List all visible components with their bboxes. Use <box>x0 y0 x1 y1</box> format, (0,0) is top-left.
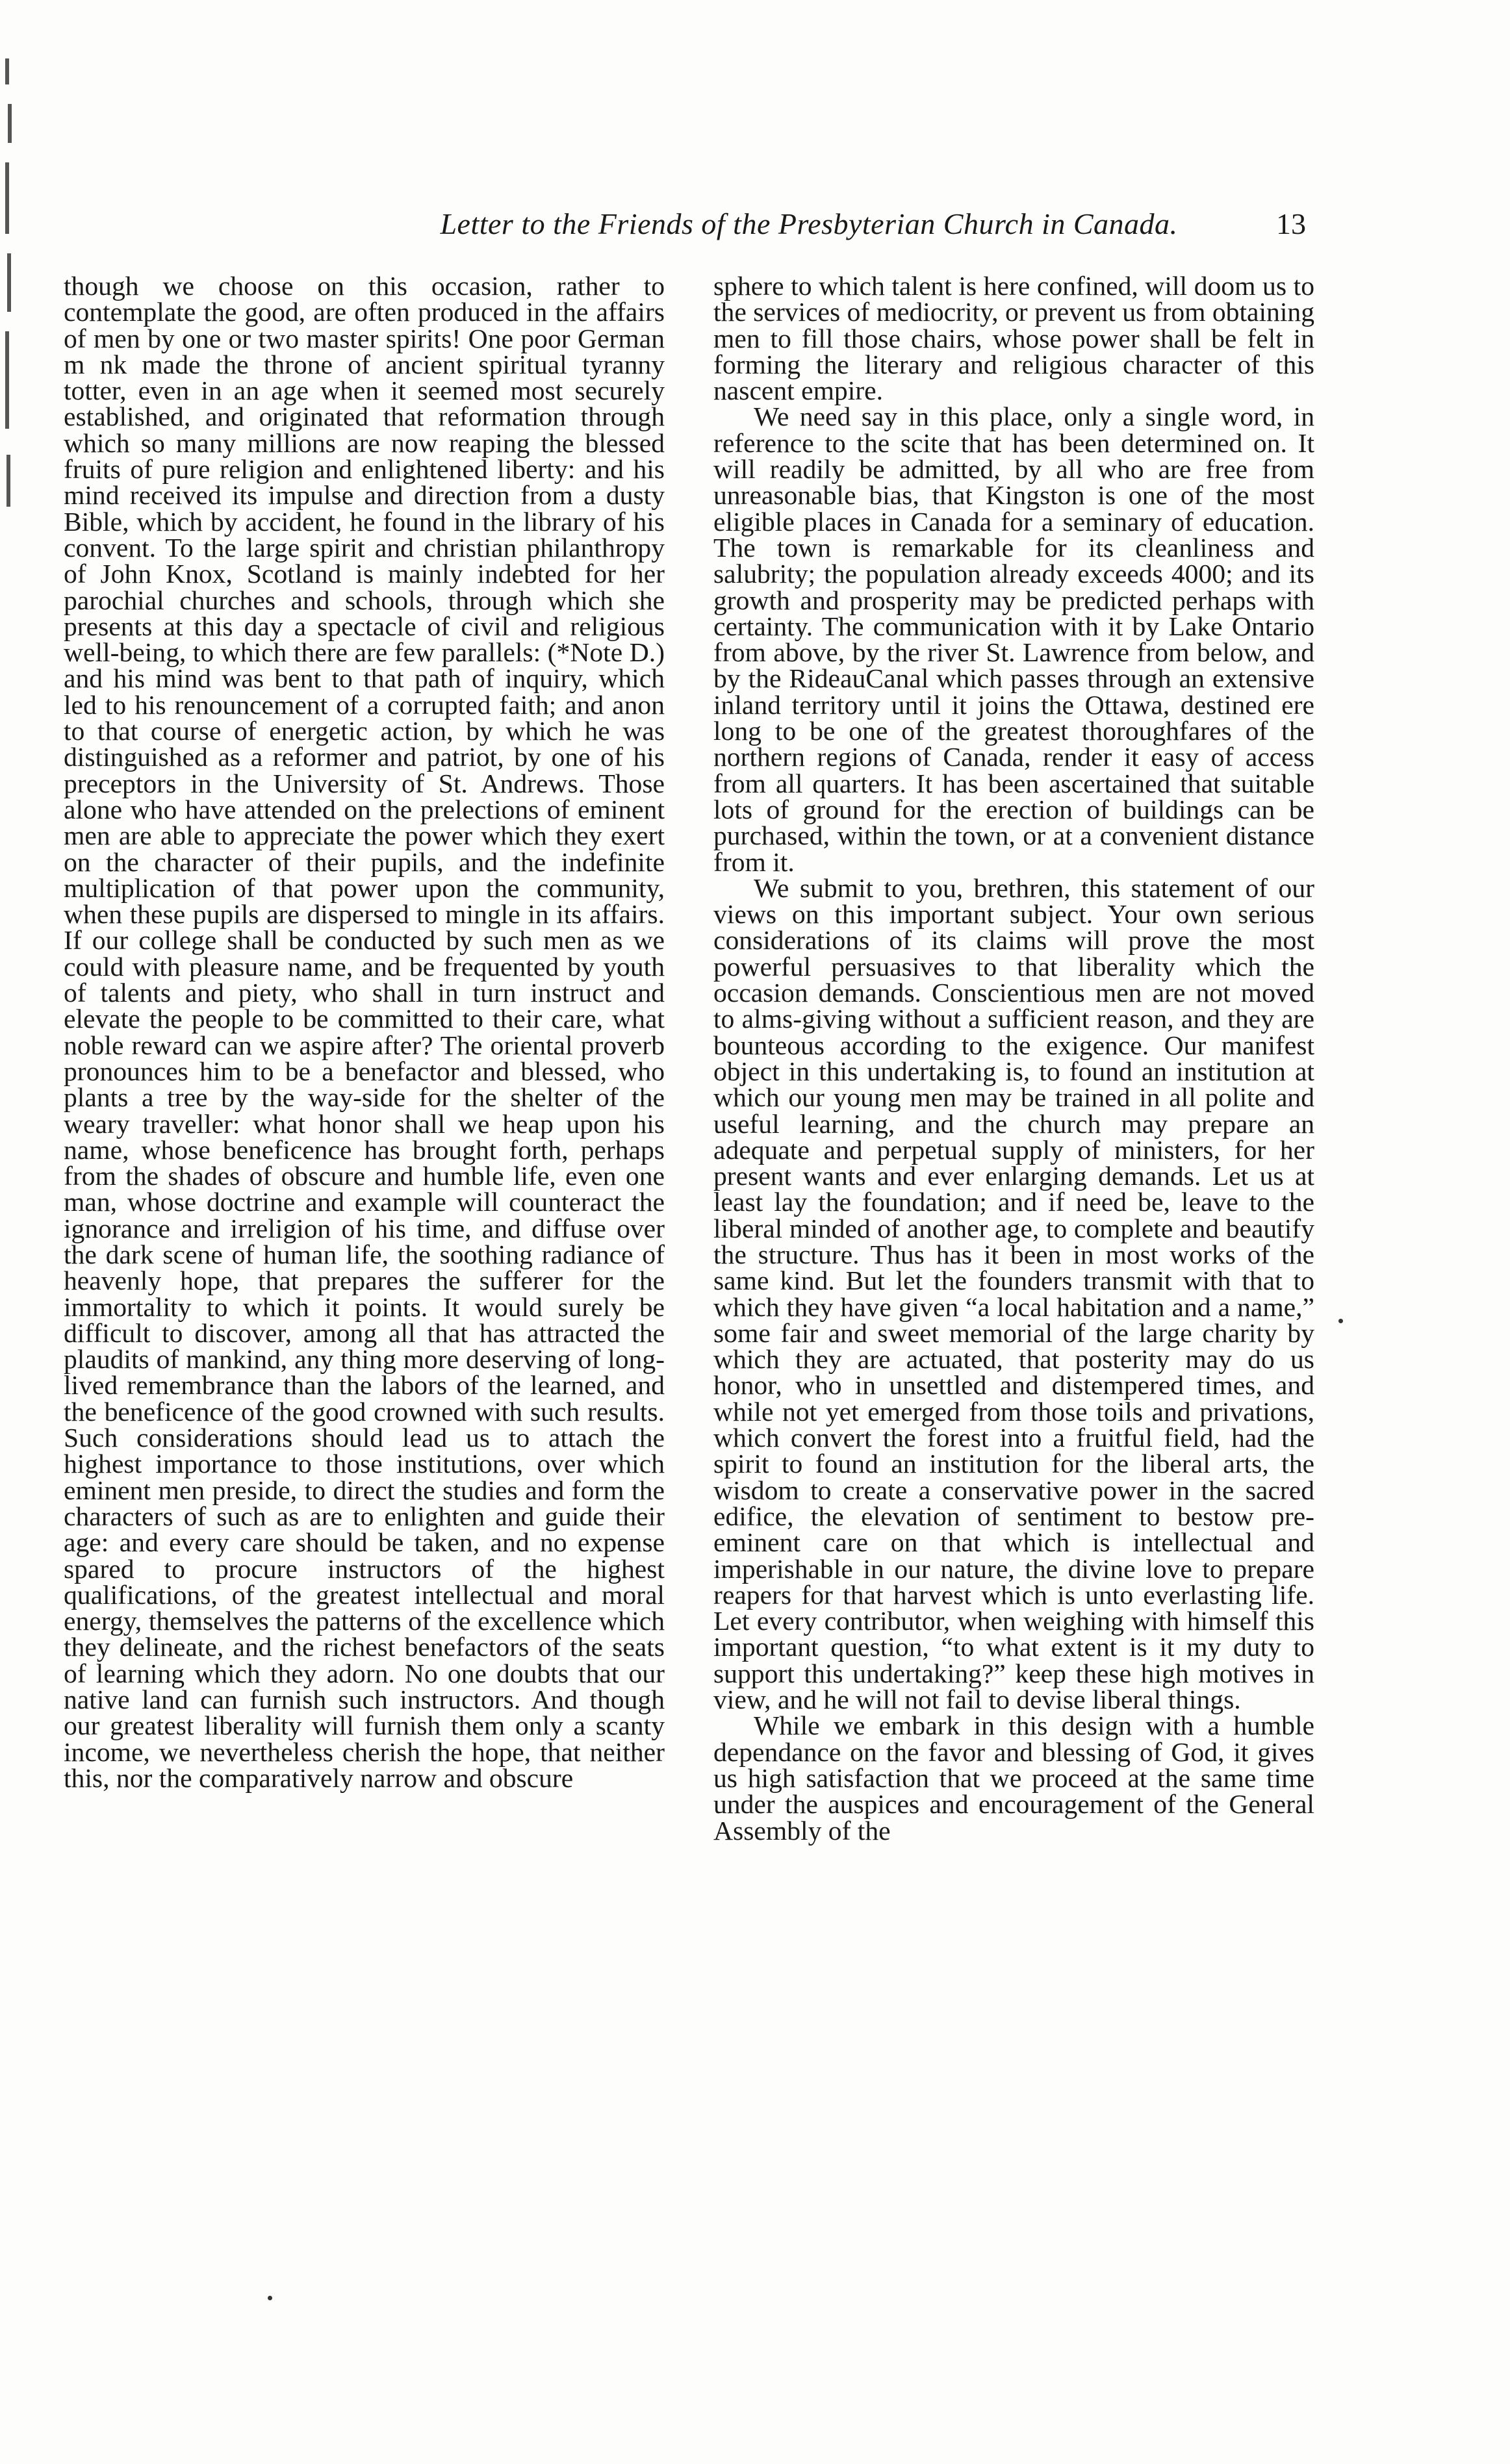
right-paragraph-2: We need say in this place, only a single word, in reference to the scite that has been determined on. It will readily be admitted, by all who are free from unreasonable bias, that Kingston is one of the most eligible places in Canada for a seminary of education. The town is remarkable for its cleanliness and salubrity; the population already exceeds 4000; and its growth and prosperity may be predicted perhaps with certainty. The communication with it by Lake Ontario from above, by the river St. Lawrence from below, and by the RideauCanal which passes through an extensive inland territory until it joins the Ottawa, destined ere long to be one of the greatest thoroughfares of the northern regions of Canada, render it easy of access from all quarters. It has been ascertained that suitable lots of ground for the erection of buildings can be purchased, within the town, or at a convenient distance from it. <box>713 401 1314 877</box>
stray-mark-bottom <box>268 2296 272 2300</box>
left-column <box>64 273 665 1791</box>
right-column <box>713 273 1314 1844</box>
binding-margin-marks <box>5 58 25 513</box>
page-number: 13 <box>1276 207 1306 240</box>
right-paragraph-1: sphere to which talent is here confined, will doom us to the services of mediocrity, or prevent us from obtaining men to fill those chairs, whose power shall be felt in forming the literary and religious character of this nascent empire. <box>713 271 1314 406</box>
left-paragraph-1: though we choose on this occasion, rather to contemplate the good, are often produced in the affairs of men by one or two master spirits! One poor German m nk made the throne of ancient spiritual tyranny totter, even in an age when it seemed most securely established, and originated that reformation through which so many millions are now reaping the blessed fruits of pure religion and enlightened liberty: and his mind received its impulse and direction from a dusty Bible, which by accident, he found in the library of his convent. To the large spirit and christian philanthropy of John Knox, Scotland is mainly indebted for her parochial churches and schools, through which she presents at this day a spectacle of civil and religious well-being, to which there are few parallels: (*Note D.) and his mind was bent to that path of inquiry, which led to his renouncement of a corrupted faith; and anon to that course of energetic action, by which he was distinguished as a reformer and patriot, by one of his preceptors in the University of St. Andrews. Those alone who have attended on the prelections of eminent men are able to appreciate the power which they exert on the character of their pupils, and the indefinite multiplication of that power upon the community, when these pupils are dispersed to mingle in its affairs. If our college shall be conducted by such men as we could with pleasure name, and be frequented by youth of talents and piety, who shall in turn instruct and elevate the people to be committed to their care, what noble reward can we aspire after? The oriental proverb pronounces him to be a benefactor and blessed, who plants a tree by the way-side for the shelter of the weary traveller: what honor shall we heap upon his name, whose beneficence has brought forth, perhaps from the shades of obscure and humble life, even one man, whose doctrine and example will counteract the ignorance and irreligion of his time, and diffuse over the dark scene of human life, the soothing radiance of heavenly hope, that prepares the sufferer for the immortality to which it points. It would surely be difficult to discover, among all that has attracted the plaudits of mankind, any thing more deserving of long-lived remembrance than the labors of the learned, and the beneficence of the good crowned with such results. Such considerations should lead us to attach the highest importance to those institutions, over which eminent men preside, to direct the studies and form the characters of such as are to enlighten and guide their age: and every care should be taken, and no expense spared to procure instructors of the highest qualifications, of the greatest intellectual and moral energy, themselves the patterns of the excellence which they delineate, and the richest benefactors of the seats of learning which they adorn. No one doubts that our native land can furnish such instructors. And though our greatest liberality will furnish them only a scanty income, we nevertheless cherish the hope, that neither this, nor the comparatively narrow and obscure <box>64 271 665 1793</box>
stray-mark-right-margin <box>1338 1319 1343 1323</box>
right-paragraph-4: While we embark in this design with a humble dependance on the favor and blessing of God, it gives us high satisfaction that we proceed at the same time under the auspices and encouragement of the General Assembly of the <box>713 1710 1314 1846</box>
running-title: Letter to the Friends of the Presbyterian Church in Canada. <box>440 207 1178 240</box>
page-header <box>312 207 1306 252</box>
right-paragraph-3: We submit to you, brethren, this statement of our views on this important subject. Your own serious considerations of its claims will prove the most powerful persuasives to that liberality which the occasion demands. Conscientious men are not moved to alms-giving without a sufficient reason, and they are bounteous according to the exigence. Our manifest object in this undertaking is, to found an institution at which our young men may be trained in all polite and useful learning, and the church may prepare an adequate and perpetual supply of ministers, for her present wants and ever enlarging demands. Let us at least lay the foundation; and if need be, leave to the liberal minded of another age, to complete and beautify the structure. Thus has it been in most works of the same kind. But let the founders transmit with that to which they have given “a local habitation and a name,” some fair and sweet memorial of the large charity by which they are actuated, that posterity may do us honor, who in unsettled and distempered times, and while not yet emerged from those toils and privations, which convert the forest into a fruitful field, had the spirit to found an institution for the liberal arts, the wisdom to create a conservative power in the sacred edifice, the elevation of sentiment to bestow pre-eminent care on that which is intellectual and imperishable in our nature, the divine love to prepare reapers for that harvest which is unto everlasting life. Let every contributor, when weighing with himself this important question, “to what extent is it my duty to support this undertaking?” keep these high motives in view, and he will not fail to devise liberal things. <box>713 872 1314 1715</box>
